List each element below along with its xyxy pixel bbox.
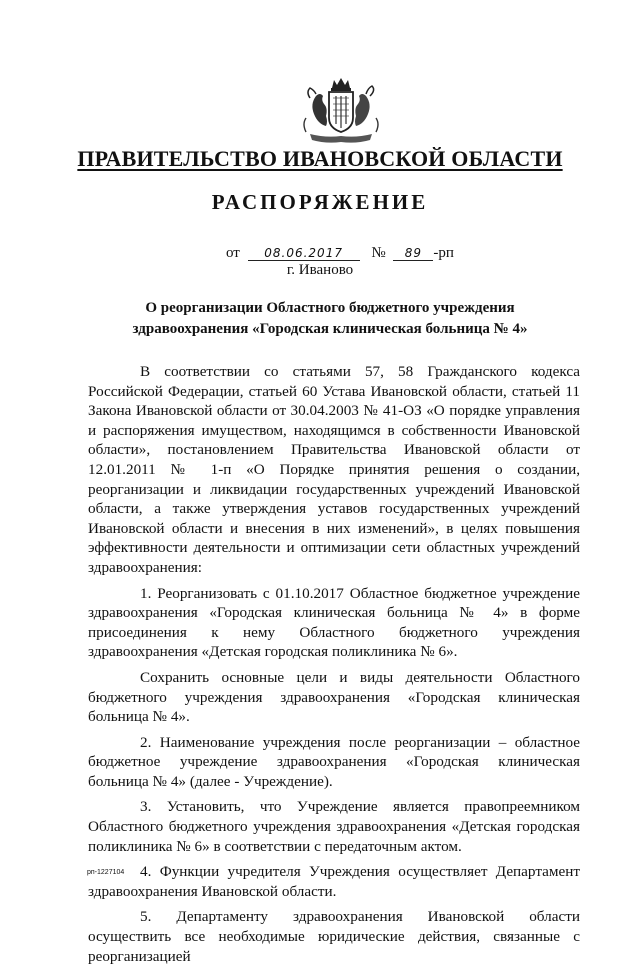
body-paragraph: В соответствии со статьями 57, 58 Гражданского кодекса Российской Федерации, статьей 60 Устава Ивановской области, статьей 11 Закона Ивановской области от 30.04.2003 № 41-ОЗ «О порядке управления и распоряжения имуществом, находящимся в собственности Ивановской области», постановлением Правительства Ивановской области от 12.01.2011 № 1-п «О Порядке принятия решения о создании, реорганизации и ликвидации государственных учреждений Ивановской области, а также утверждения уставов государственных учреждений Ивановской области и внесения в них изменений», в целях повышения эффективности деятельности и оптимизации сети областных учреждений здравоохранения: [88, 363, 580, 576]
body-paragraph: Сохранить основные цели и виды деятельности Областного бюджетного учреждения здравоохранения «Городская клиническая больница № 4». [88, 668, 580, 726]
body-paragraph: 3. Установить, что Учреждение является правопреемником Областного бюджетного учреждения здравоохранения «Детская городская поликлиника № 6» в соответствии с передаточным актом. [88, 798, 580, 855]
document-type-heading: РАСПОРЯЖЕНИЕ [211, 190, 429, 214]
number-suffix: -рп [433, 245, 454, 261]
date-prefix: от [226, 245, 240, 261]
body-paragraph: 4. Функции учредителя Учреждения осуществляет Департамент здравоохранения Ивановской области. [88, 863, 580, 900]
document-subject [100, 298, 560, 340]
body-paragraph: 5. Департаменту здравоохранения Ивановской области осуществить все необходимые юридические действия, связанные с реорганизацией [88, 908, 580, 965]
subject-line-2: здравоохранения «Городская клиническая больница № 4» [132, 321, 528, 337]
body-paragraph: 1. Реорганизовать с 01.10.2017 Областное бюджетное учреждение здравоохранения «Городская клиническая больница № 4» в форме присоединения к нему Областного бюджетного учреждения здравоохранения «Детская городская поликлиника № 6». [88, 584, 580, 661]
footer-document-code: рп-1227104 [87, 869, 125, 876]
coat-of-arms-emblem [296, 74, 386, 150]
document-date: 08.06.2017 [248, 246, 360, 261]
body-paragraph: 2. Наименование учреждения после реорганизации – областное бюджетное учреждение здравоохранения «Городская клиническая больница № 4» (далее - Учреждение). [88, 733, 580, 790]
subject-line-1: О реорганизации Областного бюджетного учреждения [145, 300, 515, 316]
document-number: 89 [393, 246, 433, 261]
number-prefix: № [371, 245, 386, 261]
government-title: ПРАВИТЕЛЬСТВО ИВАНОВСКОЙ ОБЛАСТИ [77, 146, 563, 171]
document-body [88, 362, 580, 972]
city-line: г. Иваново [286, 262, 354, 278]
